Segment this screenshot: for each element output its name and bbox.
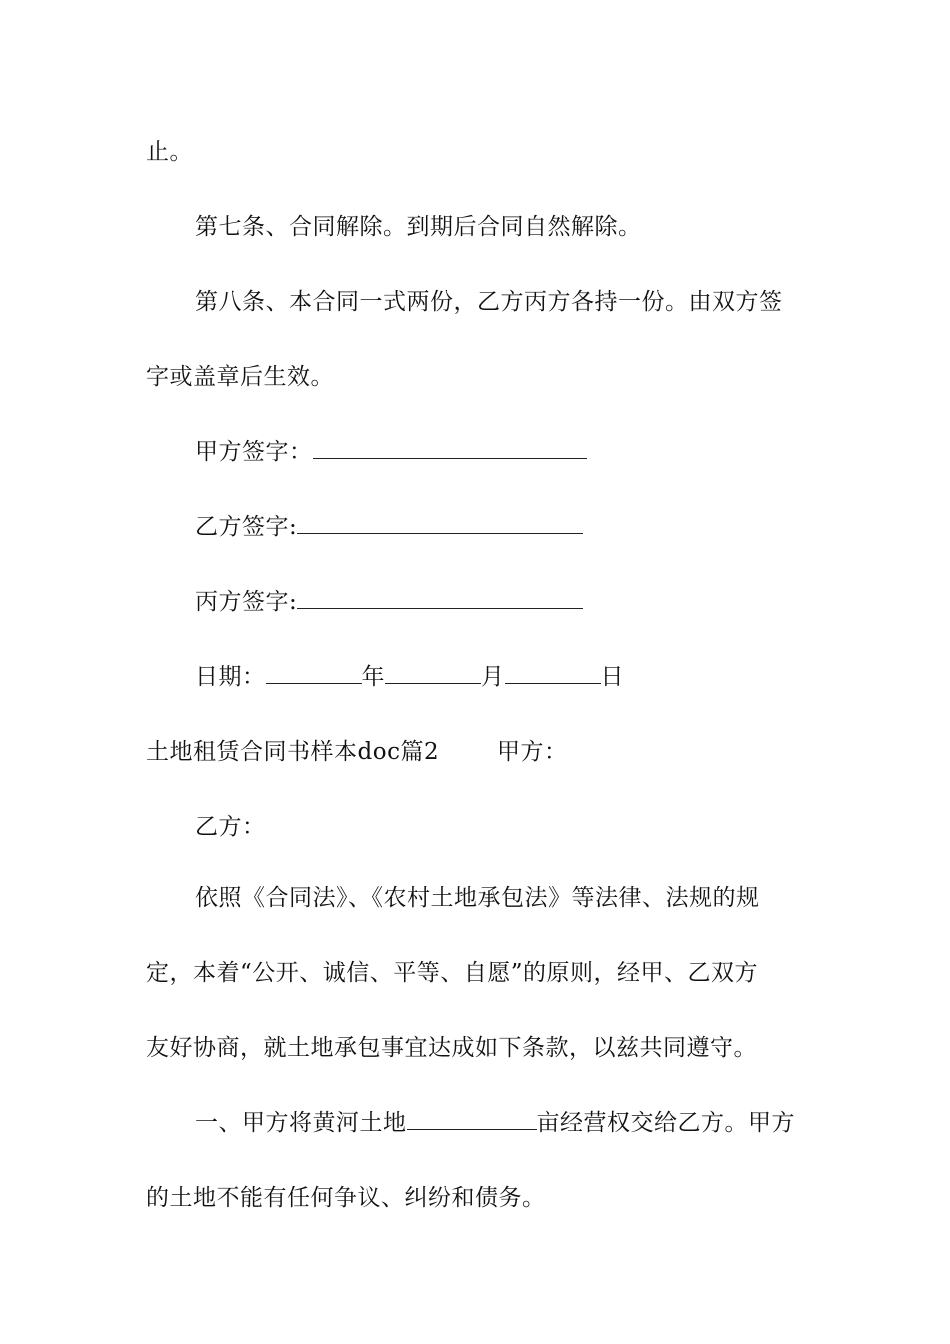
clause-1-part-1: 一、甲方将黄河土地: [195, 1110, 407, 1136]
party-b-signature-row: [195, 511, 583, 543]
section-2-title: 土地租赁合同书样本doc篇2: [146, 739, 440, 765]
party-c-signature-row: [195, 586, 583, 618]
text-line-1: 止。: [146, 139, 193, 165]
party-c-signature-label: 丙方签字:: [195, 589, 298, 615]
year-label: 年: [361, 664, 385, 690]
party-a-signature-blank: [313, 436, 587, 459]
article-8-line-2: 字或盖章后生效。: [146, 364, 334, 390]
day-label: 日: [600, 664, 624, 690]
date-row: [195, 661, 624, 693]
year-blank: [266, 661, 362, 684]
party-b-signature-label: 乙方签字:: [195, 514, 298, 540]
clause-1-line-1: [195, 1107, 795, 1139]
month-label: 月: [481, 664, 505, 690]
land-area-blank: [407, 1107, 537, 1130]
party-a-signature-row: [195, 436, 587, 468]
article-7: 第七条、合同解除。到期后合同自然解除。: [195, 214, 642, 240]
party-a-signature-label: 甲方签字：: [195, 439, 313, 465]
article-8-line-1: 第八条、本合同一式两份，乙方丙方各持一份。由双方签: [195, 289, 783, 315]
section-2-party-b: 乙方：: [195, 814, 266, 840]
body-line-2: 定，本着“公开、诚信、平等、自愿”的原则，经甲、乙双方: [146, 960, 759, 986]
body-line-1: 依照《合同法》、《农村土地承包法》等法律、法规的规: [195, 885, 760, 911]
date-label: 日期：: [195, 664, 266, 690]
day-blank: [505, 661, 601, 684]
party-b-signature-blank: [297, 511, 583, 534]
body-line-3: 友好协商，就土地承包事宜达成如下条款，以兹共同遵守。: [146, 1035, 757, 1061]
section-2-party-a: 甲方：: [497, 739, 568, 765]
clause-1-line-2: 的土地不能有任何争议、纠纷和债务。: [146, 1185, 546, 1211]
party-c-signature-blank: [297, 586, 583, 609]
clause-1-part-2: 亩经营权交给乙方。甲方: [536, 1110, 795, 1136]
month-blank: [385, 661, 481, 684]
